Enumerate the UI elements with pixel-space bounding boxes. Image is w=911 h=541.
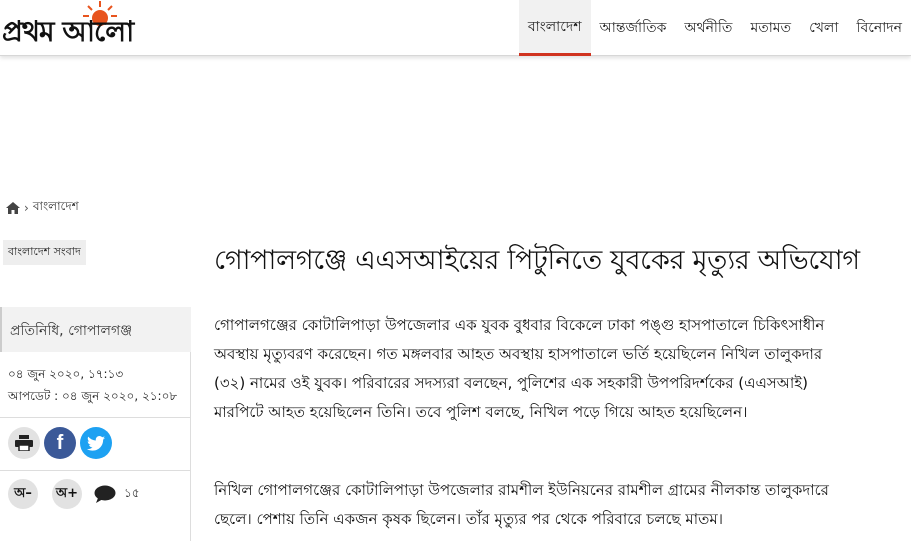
nav-item-sports[interactable]: খেলা: [809, 20, 839, 36]
twitter-share-button[interactable]: [80, 427, 112, 459]
nav-item-economy[interactable]: অর্থনীতি: [684, 20, 733, 36]
breadcrumb-current[interactable]: বাংলাদেশ: [32, 199, 79, 213]
published-time: ০৪ জুন ২০২০, ১৭:১৩: [8, 367, 124, 381]
share-row: [0, 419, 191, 471]
article-headline: গোপালগঞ্জে এএসআইয়ের পিটুনিতে যুবকের মৃত্যুর অভিযোগ: [214, 245, 860, 276]
main-nav: [519, 0, 911, 56]
byline-block: [0, 307, 191, 352]
twitter-icon: [87, 436, 105, 451]
chevron-right-icon: ›: [24, 201, 29, 215]
home-icon[interactable]: [6, 202, 20, 214]
article-paragraph: গোপালগঞ্জের কোটালিপাড়া উপজেলার এক যুবক বুধবার বিকেলে ঢাকা পঙ্গু হাসপাতালে চিকিৎসাধীন অবস্থায় মৃত্যুবরণ করেছেন। গত মঙ্গলবার আহত অবস্থায় হাসপাতালে ভর্তি হয়েছিলেন নিখিল তালুকদার (৩২) নামের ওই যুবক। পরিবারের সদস্যরা বলছেন, পুলিশের এক সহকারী উপপরিদর্শকের (এএসআই) মারপিটে আহত হয়েছিলেন তিনি। তবে পুলিশ বলছে, নিখিল পড়ে গিয়ে আহত হয়েছিলেন।: [214, 316, 825, 421]
breadcrumb: [6, 198, 79, 218]
nav-item-opinion[interactable]: মতামত: [750, 20, 792, 36]
facebook-share-button[interactable]: [44, 427, 76, 459]
date-meta: [0, 352, 191, 418]
byline: প্রতিনিধি, গোপালগঞ্জ: [10, 323, 133, 339]
article-paragraph: নিখিল গোপালগঞ্জের কোটালিপাড়া উপজেলার রামশীল ইউনিয়নের রামশীল গ্রামের নীলকান্ত তালুকদারে ছেলে। পেশায় তিনি একজন কৃষক ছিলেন। তাঁর মৃত্যুর পর থেকে পরিবারে চলছে মাতম।: [214, 481, 829, 528]
updated-time: আপডেট : ০৪ জুন ২০২০, ২১:০৮: [8, 389, 178, 403]
facebook-icon: f: [56, 431, 64, 454]
tools-row: [0, 472, 191, 518]
print-icon: [15, 435, 33, 451]
ad-space: [0, 66, 911, 186]
logo-text: প্রথম আলো: [2, 15, 134, 48]
nav-item-bangladesh[interactable]: বাংলাদেশ: [519, 0, 591, 56]
nav-item-international[interactable]: আন্তর্জাতিক: [599, 20, 667, 36]
comment-icon[interactable]: [94, 485, 116, 503]
font-decrease-button[interactable]: অ–: [8, 479, 38, 509]
site-logo[interactable]: [2, 0, 202, 52]
font-increase-button[interactable]: অ+: [52, 479, 82, 509]
article-sidebar: [0, 307, 191, 541]
site-header: [0, 0, 911, 56]
section-tag[interactable]: বাংলাদেশ সংবাদ: [3, 240, 86, 265]
nav-item-entertainment[interactable]: বিনোদন: [856, 20, 902, 36]
print-button[interactable]: [8, 427, 40, 459]
comment-count[interactable]: ১৫: [124, 486, 140, 500]
